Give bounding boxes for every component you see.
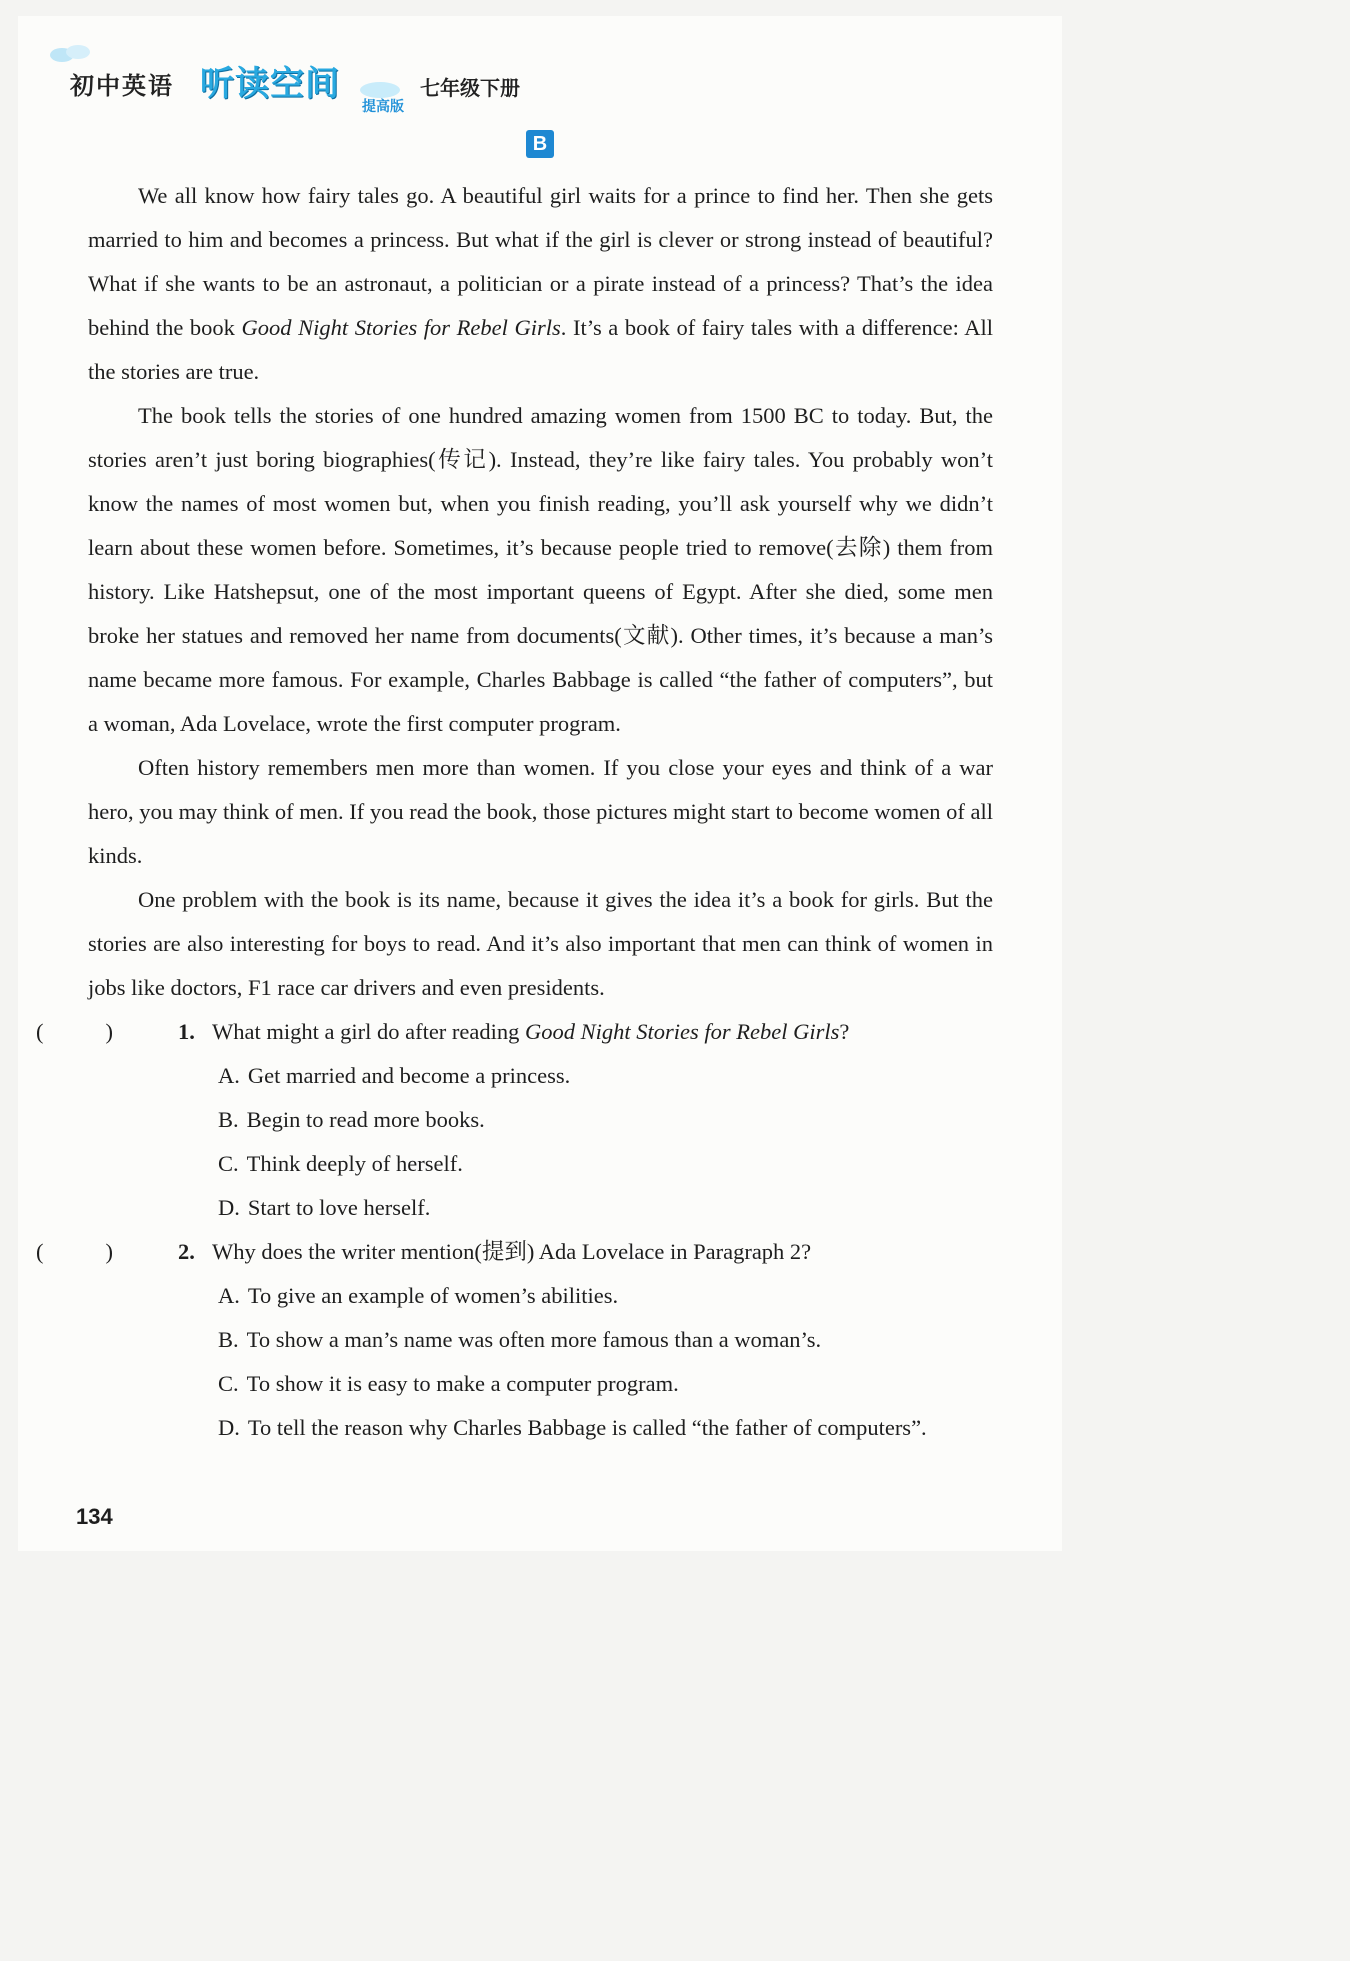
question-number: 2. — [178, 1239, 195, 1264]
option-a: A. To give an example of women’s abilities. — [218, 1283, 619, 1308]
option-d: D. Start to love herself. — [218, 1195, 431, 1220]
paragraph-1: We all know how fairy tales go. A beautiful girl waits for a prince to find her. Then she gets married to him and becomes a princess. But what if the girl is clever or strong instead of beautiful? What if she wants to be an astronaut, a politician or a pirate instead of a princess? That’s the idea behind the book Good Night Stories for Rebel Girls. It’s a book of fairy tales with a difference: All the stories are true. — [88, 183, 993, 384]
option-c: C. Think deeply of herself. — [218, 1151, 463, 1176]
page-header — [48, 52, 568, 122]
page — [18, 16, 1062, 1551]
passage — [36, 174, 993, 1450]
grade-label: 七年级下册 — [420, 76, 520, 100]
page-number: 134 — [76, 1504, 113, 1529]
answer-bracket[interactable]: ( ) — [36, 1239, 113, 1264]
paragraph-4: One problem with the book is its name, because it gives the idea it’s a book for girls. But the stories are also interesting for boys to read. And it’s also important that men can think of women in jobs like doctors, F1 race car drivers and even presidents. — [88, 887, 993, 1000]
option-d: D. To tell the reason why Charles Babbage is called “the father of computers”. — [218, 1415, 927, 1440]
book-title: Good Night Stories for Rebel Girls — [241, 315, 561, 340]
question-1 — [36, 1010, 993, 1230]
paragraph-2: The book tells the stories of one hundred amazing women from 1500 BC to today. But, the stories aren’t just boring biographies(传记). Instead, they’re like fairy tales. You probably won’t know the names of most women but, when you finish reading, you’ll ask yourself why we didn’t learn about these women before. Sometimes, it’s because people tried to remove(去除) them from history. Like Hatshepsut, one of the most important queens of Egypt. After she died, some men broke her statues and removed her name from documents(文献). Other times, it’s because a man’s name became more famous. For example, Charles Babbage is called “the father of computers”, but a woman, Ada Lovelace, wrote the first computer program. — [88, 403, 993, 736]
option-a: A. Get married and become a princess. — [218, 1063, 571, 1088]
section-badge: B — [526, 130, 554, 158]
question-stem: Why does the writer mention(提到) Ada Lovelace in Paragraph 2? — [212, 1239, 812, 1264]
answer-bracket[interactable]: ( ) — [36, 1019, 113, 1044]
question-stem: What might a girl do after reading Good Night Stories for Rebel Girls? — [212, 1019, 850, 1044]
question-2 — [36, 1230, 993, 1450]
series-title: 初中英语 — [70, 72, 174, 100]
option-b: B. Begin to read more books. — [218, 1107, 485, 1132]
cloud-decoration-icon — [48, 44, 108, 66]
edition-label: 提高版 — [362, 99, 404, 115]
paragraph-3: Often history remembers men more than women. If you close your eyes and think of a war hero, you may think of men. If you read the book, those pictures might start to become women of all kinds. — [88, 755, 993, 868]
option-b: B. To show a man’s name was often more famous than a woman’s. — [218, 1327, 822, 1352]
question-number: 1. — [178, 1019, 195, 1044]
brand-logo: 听读空间 — [200, 64, 340, 104]
option-c: C. To show it is easy to make a computer program. — [218, 1371, 679, 1396]
